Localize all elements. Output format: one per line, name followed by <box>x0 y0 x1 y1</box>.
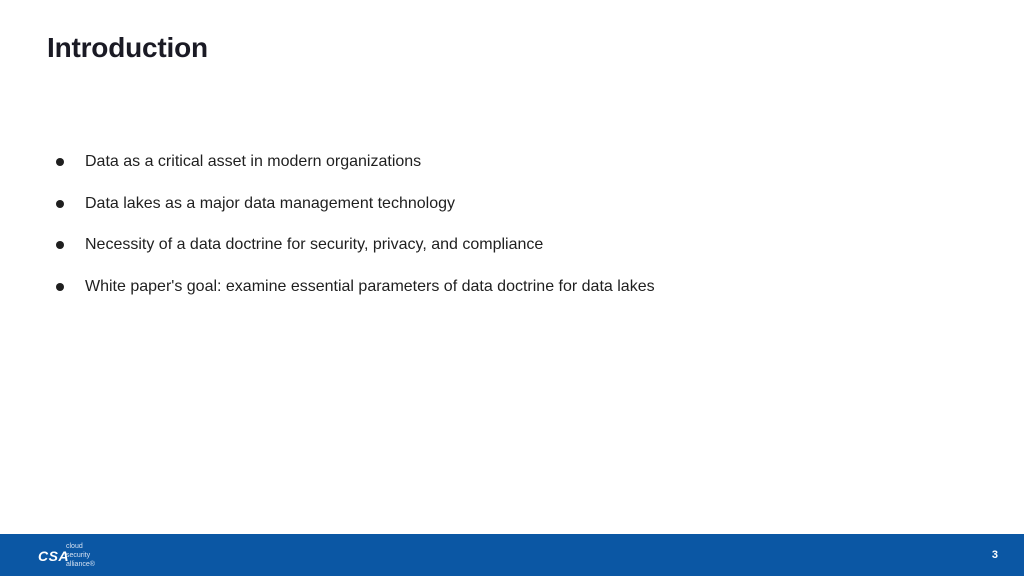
bullet-item <box>55 275 655 299</box>
logo-word: security <box>66 552 91 559</box>
logo-word: alliance® <box>66 561 95 568</box>
bullet-text: Data as a critical asset in modern organizations <box>85 153 422 170</box>
bullet-dot-icon <box>56 283 64 291</box>
csa-logo <box>38 542 118 570</box>
logo-wordmark <box>66 542 95 569</box>
bullet-item <box>55 192 655 216</box>
logo-word: cloud <box>66 543 83 550</box>
bullet-item <box>55 150 655 174</box>
bullet-text: Necessity of a data doctrine for security, privacy, and compliance <box>85 236 544 253</box>
bullet-item <box>55 233 655 257</box>
bullet-dot-icon <box>56 241 64 249</box>
bullet-dot-icon <box>56 158 64 166</box>
page-number: 3 <box>991 549 998 561</box>
slide-title: Introduction <box>47 32 208 63</box>
bullet-dot-icon <box>56 200 64 208</box>
bullet-list <box>55 150 655 316</box>
footer-bar <box>0 534 1024 576</box>
bullet-text: White paper's goal: examine essential parameters of data doctrine for data lakes <box>85 277 655 295</box>
logo-mark: CSA <box>38 548 70 564</box>
bullet-text: Data lakes as a major data management technology <box>85 194 455 212</box>
